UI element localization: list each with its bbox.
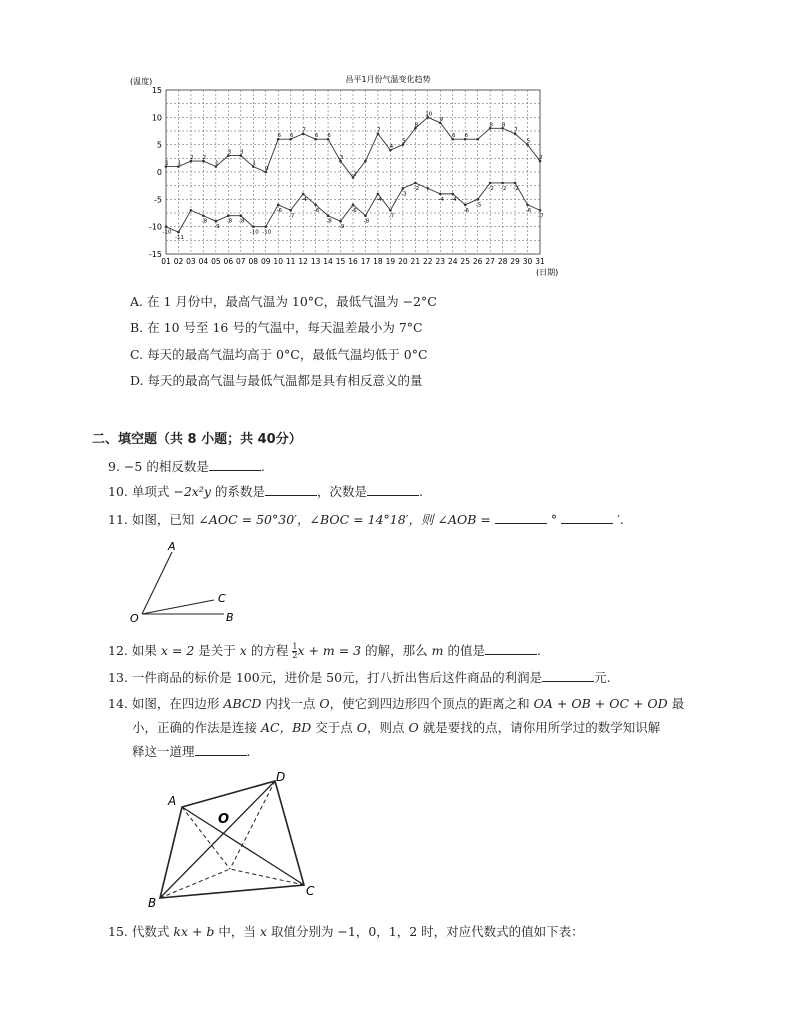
point-label-low: -4: [301, 196, 307, 203]
point-label-low: -8: [239, 218, 245, 225]
chart-svg: [128, 72, 568, 282]
x-tick-label: 20: [398, 257, 408, 266]
point-label-high: 6: [327, 133, 331, 140]
answer-blank[interactable]: [265, 483, 317, 496]
data-point-low: [302, 193, 305, 196]
data-point-low: [402, 187, 405, 190]
x-tick-label: 16: [348, 257, 358, 266]
option-d: D. 每天的最高气温与最低气温都是具有相反意义的量: [130, 373, 423, 388]
point-label-high: 1: [177, 160, 182, 167]
x-tick-label: 27: [485, 257, 495, 266]
point-label-high: 6: [289, 133, 294, 140]
data-point-low: [439, 193, 442, 196]
x-tick-label: 13: [310, 257, 321, 266]
point-label-high: 8: [489, 122, 493, 129]
x-tick-label: 18: [373, 257, 383, 266]
point-label-low: -7: [538, 213, 544, 220]
point-label-high: 1: [165, 160, 169, 167]
x-tick-label: 08: [248, 257, 259, 266]
answer-blank[interactable]: [367, 483, 419, 496]
point-label-high: 2: [190, 155, 194, 162]
data-point-low: [464, 204, 467, 207]
point-label-low: -10: [262, 229, 272, 236]
point-label-low: -2: [488, 185, 494, 192]
data-point-low: [264, 225, 267, 228]
x-tick-label: 04: [198, 257, 209, 266]
point-label-low: -11: [174, 235, 184, 242]
y-tick-label: 5: [156, 140, 162, 150]
x-tick-label: 24: [447, 257, 458, 266]
data-point-low: [414, 182, 417, 185]
point-label-high: 2: [202, 155, 207, 162]
question-14-line-2: 小，正确的作法是连接 AC，BD 交于点 O，则点 O 就是要找的点，请你用所学过的数学知识解: [132, 720, 661, 735]
point-a-label: A: [168, 540, 176, 553]
point-a-label: A: [168, 794, 177, 808]
data-point-low: [277, 204, 280, 207]
point-d-label: D: [276, 770, 286, 784]
question-13: 13. 一件商品的标价是 100元，进价是 50元，打八折出售后这件商品的利润是 元.: [108, 670, 611, 685]
point-b-label: B: [226, 611, 234, 624]
answer-blank[interactable]: [195, 743, 247, 756]
point-label-low: -4: [450, 196, 457, 203]
option-b: B. 在 10 号至 16 号的气温中，每天温差最小为 7°C: [130, 320, 423, 335]
x-tick-label: 15: [335, 257, 346, 266]
data-point-low: [476, 198, 479, 201]
point-label-high: 9: [439, 116, 444, 123]
question-11: 11. 如图，已知 ∠AOC = 50°30′，∠BOC = 14°18′，则 ∠AOB = ° ′.: [108, 512, 624, 527]
point-label-low: -6: [351, 207, 357, 214]
y-tick-label: -10: [148, 222, 162, 232]
quadrilateral-svg: [140, 765, 330, 910]
x-tick-label: 09: [260, 257, 271, 266]
fraction: $\frac{1}{2}$: [292, 642, 298, 660]
y-tick-label: 0: [156, 168, 162, 177]
option-c: C. 每天的最高气温均高于 0°C，最低气温均低于 0°C: [130, 347, 428, 362]
point-label-low: -10: [162, 229, 172, 236]
point-label-high: 0: [264, 166, 269, 172]
point-label-high: 7: [377, 127, 381, 134]
point-label-low: -2: [513, 185, 519, 192]
quadrilateral-figure: [140, 765, 330, 910]
data-point-low: [489, 182, 492, 185]
data-point-low: [364, 214, 367, 217]
data-point-low: [451, 193, 454, 196]
x-tick-label: 25: [460, 257, 470, 266]
point-label-low: -6: [525, 207, 532, 214]
point-label-low: -8: [226, 218, 233, 225]
point-label-high: 3: [227, 149, 232, 156]
data-point-high: [364, 160, 367, 163]
x-tick-label: 30: [522, 257, 533, 266]
point-label-high: 6: [451, 133, 456, 140]
x-tick-label: 12: [298, 257, 308, 266]
point-o-label: O: [218, 812, 230, 827]
point-label-low: -7: [388, 213, 395, 220]
point-label-high: 2: [539, 155, 543, 162]
x-tick-label: 14: [323, 257, 333, 266]
point-c-label: C: [218, 592, 226, 605]
x-tick-label: 29: [510, 257, 520, 266]
y-tick-label: -5: [154, 195, 162, 205]
point-label-high: 3: [240, 149, 244, 156]
data-point-low: [165, 225, 168, 228]
data-point-low: [539, 209, 542, 212]
x-tick-label: 26: [472, 257, 483, 266]
data-point-low: [177, 231, 180, 234]
point-label-high: 1: [215, 160, 219, 167]
point-c-label: C: [306, 884, 315, 898]
y-tick-labels: [149, 86, 162, 259]
point-label-high: -2: [351, 171, 357, 178]
point-label-low: -4: [438, 196, 445, 203]
point-label-low: -10: [249, 229, 259, 236]
data-point-low: [314, 204, 317, 207]
x-tick-label: 06: [223, 257, 234, 266]
x-tick-label: 10: [273, 257, 283, 266]
data-point-low: [252, 225, 255, 228]
point-label-high: 6: [464, 133, 468, 140]
x-tick-label: 01: [161, 257, 171, 266]
question-10: 10. 单项式 −2x²y 的系数是 ，次数是 .: [108, 484, 423, 499]
y-tick-label: 10: [151, 113, 162, 123]
point-label-low: -6: [313, 207, 320, 214]
point-b-label: B: [148, 896, 157, 910]
point-label-low: -7: [288, 213, 295, 220]
answer-blank[interactable]: [485, 642, 537, 655]
point-label-low: -4: [376, 196, 382, 203]
point-label-high: 5: [526, 138, 531, 145]
x-tick-label: 07: [236, 257, 246, 266]
data-point-low: [202, 214, 205, 217]
x-tick-label: 31: [535, 257, 545, 266]
point-label-high: 7: [302, 127, 306, 134]
point-label-low: -9: [338, 224, 345, 231]
angle-svg: [128, 540, 248, 630]
x-tick-label: 19: [385, 257, 396, 266]
data-point-low: [377, 193, 380, 196]
point-label-high: 6: [277, 133, 281, 140]
question-15: 15. 代数式 kx + b 中，当 x 取值分别为 −1，0，1，2 时，对应代数式的值如下表：: [108, 924, 584, 939]
y-tick-label: -15: [148, 250, 162, 259]
question-14-line-3: 释这一道理 .: [132, 744, 251, 759]
point-o-label: O: [130, 612, 139, 625]
data-point-low: [227, 214, 230, 217]
answer-blank[interactable]: [542, 669, 594, 682]
y-tick-label: 15: [151, 86, 162, 95]
point-label-low: -8: [363, 218, 370, 225]
point-label-high: 6: [314, 133, 319, 140]
x-tick-label: 28: [497, 257, 508, 266]
point-label-low: -6: [276, 207, 282, 214]
point-label-high: 1: [252, 160, 257, 167]
section-title: 二、填空题（共 8 小题；共 40分）: [92, 432, 302, 447]
point-label-low: -2: [500, 185, 507, 192]
question-9: 9. −5 的相反数是 .: [108, 459, 265, 474]
chart-title: 昌平1月份气温变化趋势: [345, 75, 431, 84]
data-point-low: [427, 187, 430, 190]
y-axis-label: (温度): [130, 77, 153, 86]
point-label-low: -6: [463, 207, 469, 214]
data-point-low: [514, 182, 517, 185]
point-label-low: -8: [201, 218, 208, 225]
point-label-high: 5: [402, 138, 406, 145]
point-label-low: -9: [214, 224, 220, 231]
answer-blank[interactable]: [495, 511, 547, 524]
option-a: A. 在 1 月份中，最高气温为 10°C，最低气温为 −2°C: [130, 294, 437, 309]
x-tick-label: 23: [435, 257, 446, 266]
data-point-low: [501, 182, 504, 185]
question-12: 12. 如果 x = 2 是关于 x 的方程 $\frac{1}{2}$ x + m = 3 的解，那么 m 的值是 .: [108, 642, 541, 660]
point-label-high: 8: [414, 122, 419, 129]
x-tick-label: 11: [285, 257, 296, 266]
answer-blank[interactable]: [561, 511, 613, 524]
point-label-low: -5: [475, 202, 482, 209]
point-label-high: 4: [389, 144, 394, 151]
point-label-low: -8: [326, 218, 332, 225]
data-point-low: [240, 214, 243, 217]
x-tick-label: 05: [211, 257, 221, 266]
data-point-high: [476, 138, 479, 141]
x-tick-label: 17: [360, 257, 371, 266]
point-label-low: -2: [413, 185, 420, 192]
data-point-low: [389, 209, 392, 212]
x-tick-label: 02: [173, 257, 184, 266]
point-label-high: 10: [425, 111, 433, 118]
point-label-high: 3: [339, 155, 344, 162]
data-point-low: [526, 204, 529, 207]
x-tick-label: 21: [410, 257, 421, 266]
point-label-high: 7: [514, 127, 518, 134]
data-point-low: [327, 214, 330, 217]
data-point-low: [190, 209, 193, 212]
question-14-line-1: 14. 如图，在四边形 ABCD 内找一点 O，使它到四边形四个顶点的距离之和 OA + OB + OC + OD 最: [108, 696, 685, 711]
x-tick-label: 03: [186, 257, 196, 266]
x-tick-labels: [161, 257, 545, 266]
point-label-high: 8: [501, 122, 506, 129]
angle-figure: [128, 540, 248, 630]
temperature-chart: [128, 72, 568, 282]
answer-blank[interactable]: [209, 458, 261, 471]
data-point-low: [339, 220, 342, 223]
x-tick-label: 22: [423, 257, 433, 266]
x-axis-label: (日期): [536, 268, 559, 277]
point-label-low: -3: [401, 191, 407, 198]
data-point-low: [289, 209, 292, 212]
data-point-low: [215, 220, 218, 223]
data-point-low: [352, 204, 355, 207]
